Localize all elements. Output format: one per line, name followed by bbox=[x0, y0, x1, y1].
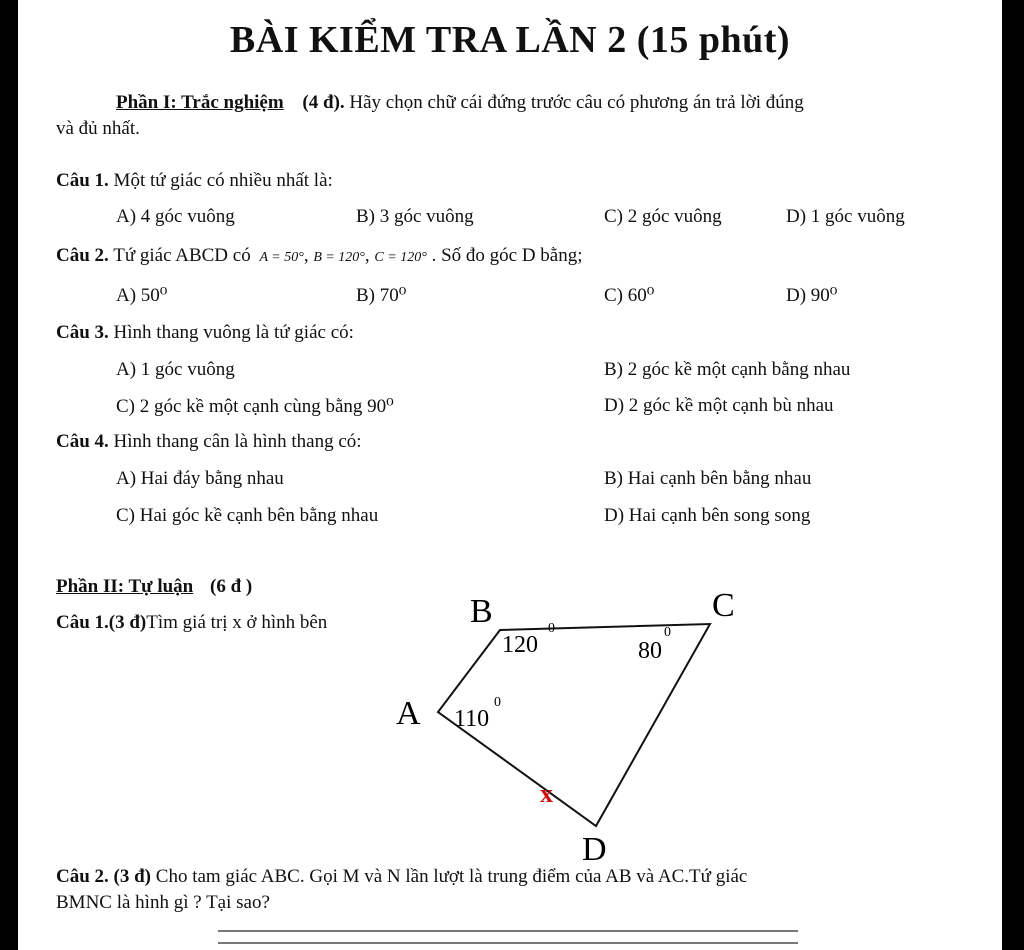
essay-1-label: Câu 1.(3 đ) bbox=[56, 612, 147, 633]
q1-option-a[interactable]: A) 4 góc vuông bbox=[116, 206, 235, 227]
vertex-a-label: A bbox=[396, 695, 421, 732]
q4-option-b[interactable]: B) Hai cạnh bên bằng nhau bbox=[604, 468, 812, 489]
vertex-c-label: C bbox=[712, 587, 735, 624]
angle-d-unknown: x bbox=[540, 779, 553, 808]
q3-option-b[interactable]: B) 2 góc kề một cạnh bằng nhau bbox=[604, 359, 851, 380]
q2-option-b[interactable]: B) 70⁰ bbox=[356, 285, 407, 306]
angle-a-degree: 0 bbox=[494, 695, 501, 710]
vertex-d-label: D bbox=[582, 831, 607, 868]
question-2-text-before: Tứ giác ABCD có bbox=[113, 245, 251, 266]
angle-c-degree: 0 bbox=[664, 625, 671, 640]
q3-option-a[interactable]: A) 1 góc vuông bbox=[116, 359, 235, 380]
exam-paper bbox=[18, 0, 1002, 950]
question-1-label: Câu 1. bbox=[56, 170, 109, 191]
angle-b-degree: 0 bbox=[548, 621, 555, 636]
question-1-text: Một tứ giác có nhiều nhất là: bbox=[113, 170, 333, 191]
part2-heading: Phần II: Tự luận bbox=[56, 576, 194, 597]
question-2-label: Câu 2. bbox=[56, 245, 109, 266]
quadrilateral-figure bbox=[18, 0, 1002, 950]
essay-2-text: Cho tam giác ABC. Gọi M và N lần lượt là trung điểm của AB và AC.Tứ giác bbox=[155, 866, 748, 887]
q3-option-c[interactable]: C) 2 góc kề một cạnh cùng bằng 90⁰ bbox=[116, 396, 394, 417]
essay-2 bbox=[56, 866, 747, 888]
question-3-text: Hình thang vuông là tứ giác có: bbox=[113, 322, 354, 343]
question-2-text-after: . Số đo góc D bằng; bbox=[431, 245, 583, 266]
part2-points: (6 đ ) bbox=[210, 576, 253, 597]
angle-a-value: A = 50° bbox=[259, 250, 304, 265]
part1-instruction: Hãy chọn chữ cái đứng trước câu có phương án trả lời đúng bbox=[349, 92, 804, 113]
exam-title: BÀI KIỂM TRA LẦN 2 (15 phút) bbox=[229, 19, 791, 61]
angle-c-label: 80 bbox=[638, 638, 662, 664]
q1-option-b[interactable]: B) 3 góc vuông bbox=[356, 206, 474, 227]
q3-option-d[interactable]: D) 2 góc kề một cạnh bù nhau bbox=[604, 395, 834, 416]
q2-option-c[interactable]: C) 60⁰ bbox=[604, 285, 655, 306]
part1-points: (4 đ). bbox=[302, 92, 345, 113]
angle-a-label: 110 bbox=[454, 706, 490, 732]
q2-option-d[interactable]: D) 90⁰ bbox=[786, 285, 838, 306]
essay-1-text: Tìm giá trị x ở hình bên bbox=[146, 612, 328, 633]
q1-option-d[interactable]: D) 1 góc vuông bbox=[786, 206, 905, 227]
q4-option-d[interactable]: D) Hai cạnh bên song song bbox=[604, 505, 811, 526]
question-2: Câu 2. Tứ giác ABCD có A = 50°, B = 120°, C = 120° . Số đo góc D bằng; bbox=[56, 245, 583, 266]
q1-option-c[interactable]: C) 2 góc vuông bbox=[604, 206, 722, 227]
essay-2-text-cont: BMNC là hình gì ? Tại sao? bbox=[56, 892, 270, 913]
angle-c-value: C = 120° bbox=[374, 250, 427, 265]
angle-b-label: 120 bbox=[502, 632, 538, 658]
q4-option-a[interactable]: A) Hai đáy bằng nhau bbox=[116, 468, 284, 489]
separator-line bbox=[218, 930, 798, 944]
question-4-label: Câu 4. bbox=[56, 431, 109, 452]
q4-option-c[interactable]: C) Hai góc kề cạnh bên bằng nhau bbox=[116, 505, 379, 526]
part1-instruction-cont: và đủ nhất. bbox=[56, 118, 140, 139]
question-4-text: Hình thang cân là hình thang có: bbox=[113, 431, 362, 452]
vertex-b-label: B bbox=[470, 593, 493, 630]
q2-option-a[interactable]: A) 50⁰ bbox=[116, 285, 168, 306]
question-3-label: Câu 3. bbox=[56, 322, 109, 343]
part1-heading: Phần I: Trắc nghiệm bbox=[116, 92, 284, 113]
angle-b-value: B = 120° bbox=[313, 250, 365, 265]
essay-2-label: Câu 2. (3 đ) bbox=[56, 866, 152, 887]
